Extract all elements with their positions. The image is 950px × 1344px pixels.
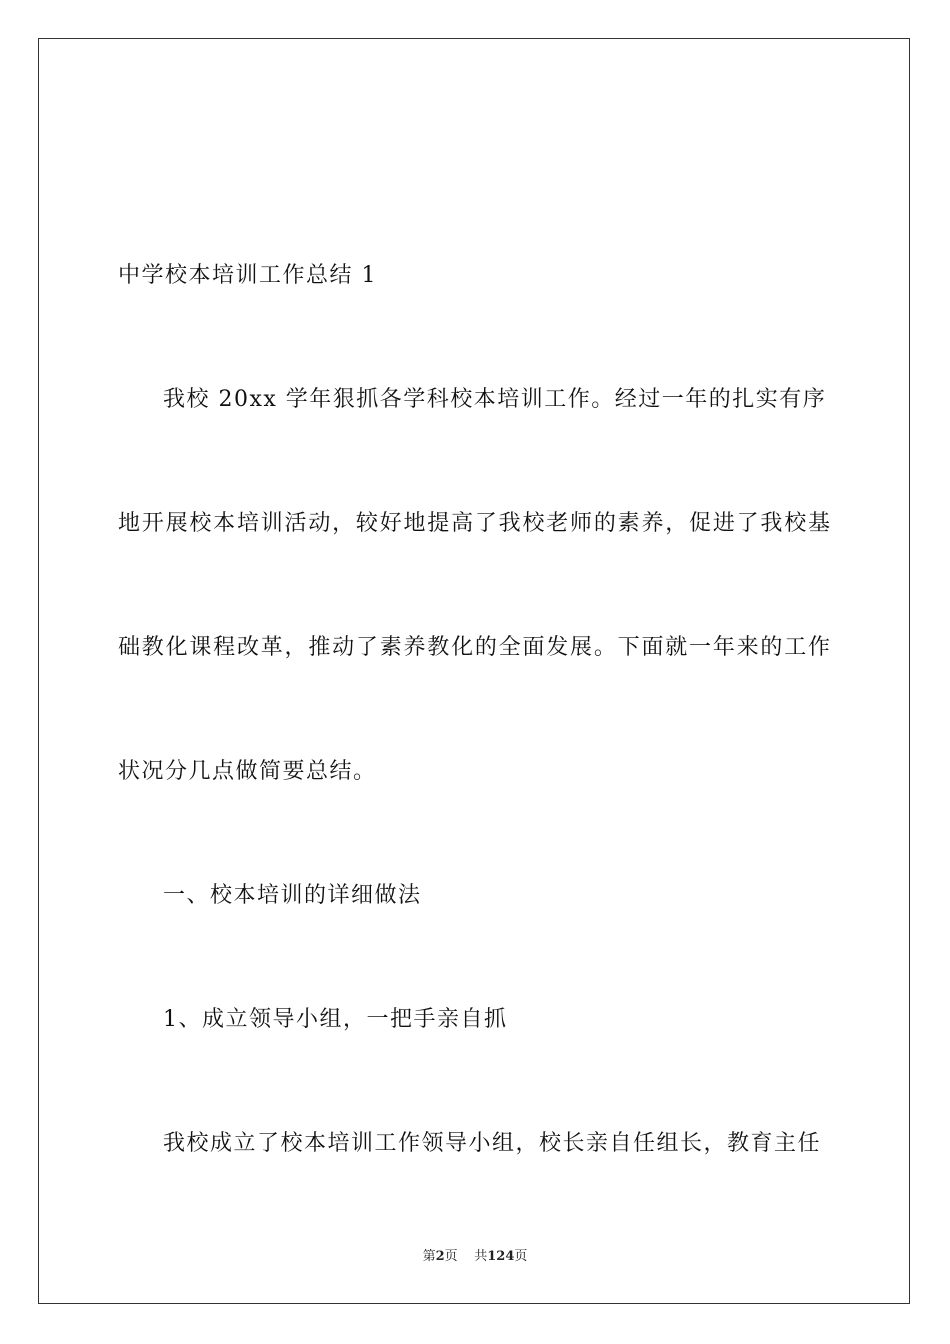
footer-page-prefix: 第 bbox=[422, 1249, 436, 1264]
section-heading: 一、校本培训的详细做法 bbox=[163, 883, 422, 908]
footer-total-pages: 124 bbox=[487, 1249, 515, 1264]
body-line: 我校成立了校本培训工作领导小组，校长亲自任组长，教育主任 bbox=[163, 1131, 822, 1156]
intro-line-1: 我校 20xx 学年狠抓各学科校本培训工作。经过一年的扎实有序 bbox=[163, 387, 827, 412]
intro-line-2: 地开展校本培训活动，较好地提高了我校老师的素养，促进了我校基 bbox=[118, 511, 830, 536]
footer-page-suffix: 页 bbox=[444, 1249, 458, 1264]
subsection-heading: 1、成立领导小组，一把手亲自抓 bbox=[163, 1007, 508, 1032]
page-footer bbox=[0, 1248, 950, 1266]
page-border bbox=[38, 38, 910, 1304]
footer-page-number: 2 bbox=[435, 1249, 445, 1264]
footer-total-prefix: 共 bbox=[474, 1249, 488, 1264]
intro-line-3: 础教化课程改革，推动了素养教化的全面发展。下面就一年来的工作 bbox=[118, 635, 830, 660]
document-title: 中学校本培训工作总结 1 bbox=[118, 263, 377, 288]
intro-line-4: 状况分几点做简要总结。 bbox=[118, 759, 377, 784]
footer-total-suffix: 页 bbox=[514, 1249, 528, 1264]
